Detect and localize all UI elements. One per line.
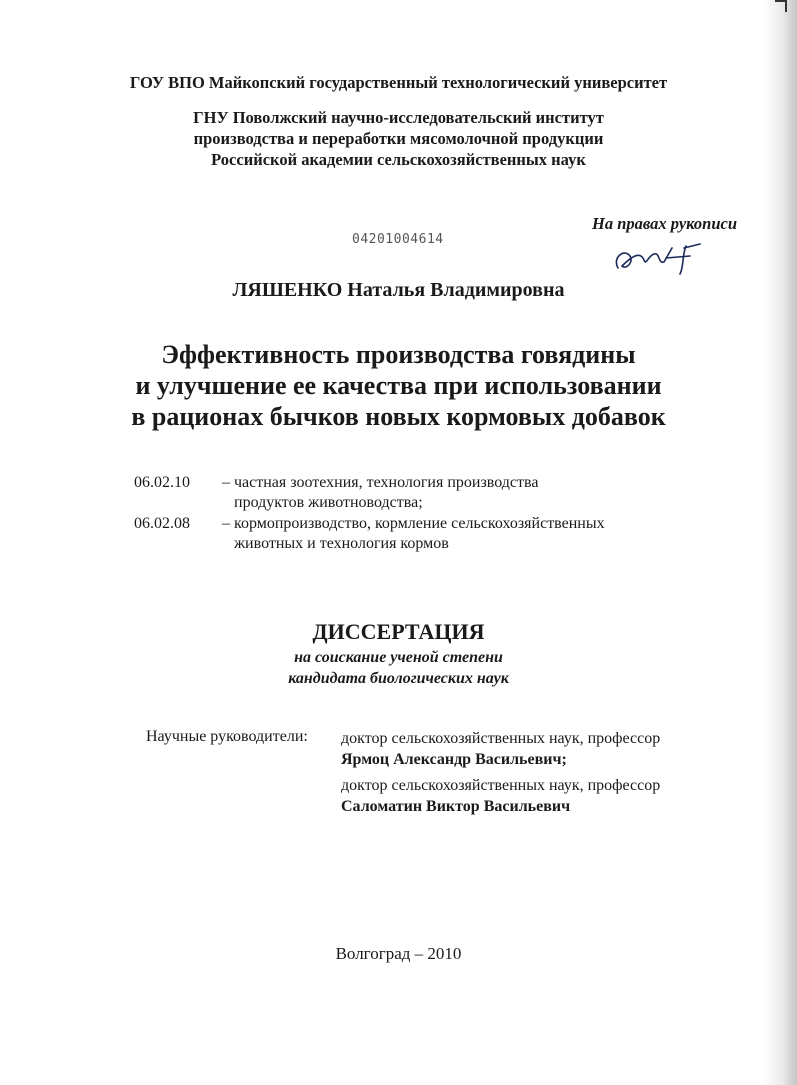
author-name: ЛЯШЕНКО Наталья Владимировна [232,279,565,301]
registration-number: 04201004614 [352,232,444,247]
supervisor-name: Саломатин Виктор Васильевич [341,798,571,815]
manuscript-rights-label: На правах рукописи [592,214,737,233]
specialty-code: 06.02.10 [134,474,190,491]
title-line: в рационах бычков новых кормовых добавок [131,402,666,431]
degree-block [0,647,797,689]
supervisor-item [341,775,660,817]
specialty-item [134,473,538,513]
supervisors-label: Научные руководители: [146,728,308,745]
supervisor-title: доктор сельскохозяйственных наук, профессор [341,777,661,794]
specialty-desc: – частная зоотехния, технология производства [222,474,539,491]
institute-line: ГНУ Поволжский научно-исследовательский институт [193,108,604,127]
specialty-desc: – кормопроизводство, кормление сельскохозяйственных [222,515,605,532]
specialty-desc-cont: животных и технология кормов [234,535,449,552]
institute-line: производства и переработки мясомолочной продукции [193,129,604,148]
handwritten-signature [600,238,720,278]
university-name: ГОУ ВПО Майкопский государственный технологический университет [129,73,668,92]
degree-line: на соискание ученой степени [294,649,503,666]
supervisor-name: Ярмоц Александр Васильевич; [341,751,567,768]
institute-line: Российской академии сельскохозяйственных наук [211,150,586,169]
supervisor-item [341,728,660,770]
title-line: Эффективность производства говядины [161,340,636,369]
specialty-item [134,514,605,554]
degree-line: кандидата биологических наук [288,670,509,687]
specialty-desc-cont: продуктов животноводства; [234,494,423,511]
specialty-code: 06.02.08 [134,515,190,532]
corner-mark [775,0,787,12]
city-year: Волгоград – 2010 [335,944,462,963]
supervisor-title: доктор сельскохозяйственных наук, профессор [341,730,661,747]
institute-block [0,107,797,170]
title-line: и улучшение ее качества при использовании [135,371,662,400]
dissertation-heading: ДИССЕРТАЦИЯ [312,619,485,644]
dissertation-title [0,339,797,432]
